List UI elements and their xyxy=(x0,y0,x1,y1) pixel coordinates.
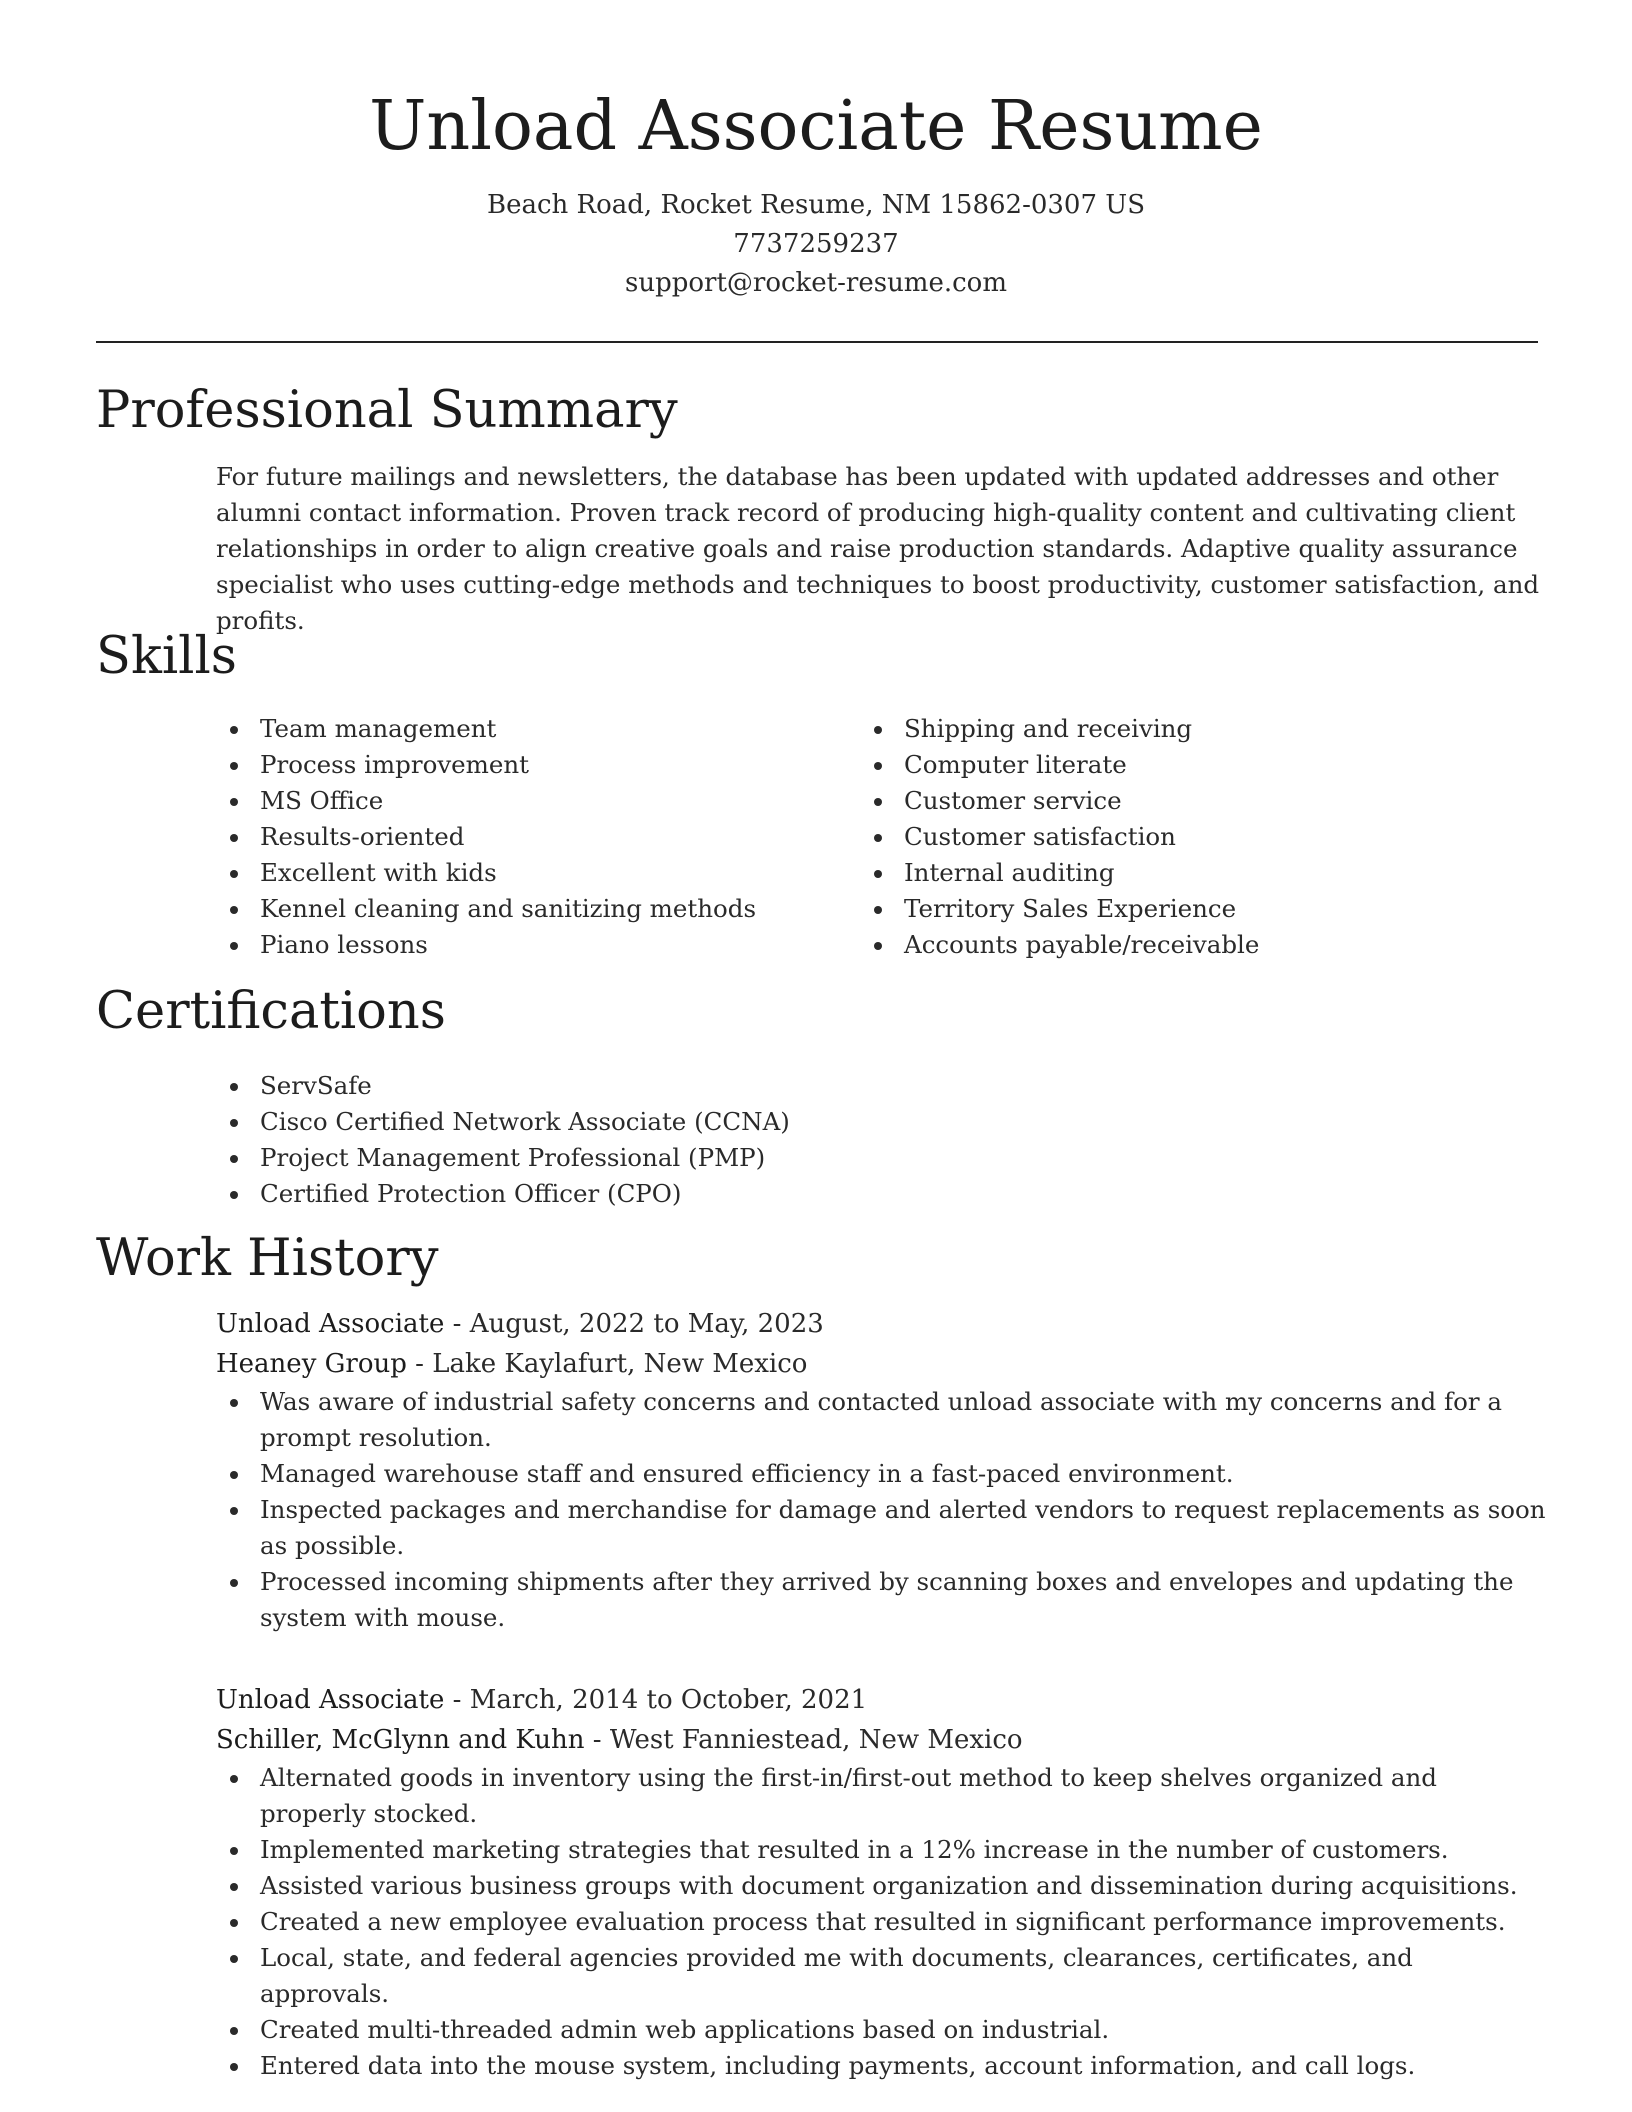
bullet-dot-icon xyxy=(874,942,882,950)
skill-item xyxy=(216,783,836,819)
bullet-dot-icon xyxy=(230,870,238,878)
bullet-dot-icon xyxy=(874,798,882,806)
job-entry xyxy=(216,1680,1546,2084)
skill-item xyxy=(216,747,836,783)
job-bullet-text: Assisted various business groups with document organization and dissemination during acquisitions. xyxy=(260,1871,1518,1900)
skill-item xyxy=(216,819,836,855)
job-dates: August, 2022 to May, 2023 xyxy=(469,1309,824,1339)
bullet-dot-icon xyxy=(230,1579,238,1587)
contact-phone: 7737259237 xyxy=(733,229,899,259)
job-separator: - xyxy=(452,1685,470,1715)
job-title: Unload Associate xyxy=(216,1309,445,1339)
bullet-dot-icon xyxy=(230,1775,238,1783)
bullet-dot-icon xyxy=(230,1847,238,1855)
job-location: West Fanniestead, New Mexico xyxy=(609,1725,1023,1755)
skill-item-text: Piano lessons xyxy=(260,930,428,959)
skill-item xyxy=(860,747,1480,783)
job-bullet-text: Entered data into the mouse system, including payments, account information, and call logs. xyxy=(260,2051,1416,2080)
job-bullet xyxy=(216,1564,1546,1636)
skill-item-text: Shipping and receiving xyxy=(904,714,1193,743)
job-bullet-list xyxy=(216,1384,1546,1636)
bullet-dot-icon xyxy=(874,870,882,878)
bullet-dot-icon xyxy=(230,942,238,950)
contact-block xyxy=(0,186,1632,303)
skill-item-text: Kennel cleaning and sanitizing methods xyxy=(260,894,757,923)
skills-list-right xyxy=(860,711,1480,963)
certifications-list xyxy=(216,1068,1216,1212)
contact-email: support@rocket-resume.com xyxy=(624,268,1007,298)
job-bullet-text: Processed incoming shipments after they arrived by scanning boxes and envelopes and updating the system with mouse. xyxy=(260,1567,1514,1632)
skill-item-text: Computer literate xyxy=(904,750,1127,779)
job-bullet-text: Local, state, and federal agencies provided me with documents, clearances, certificates, and approvals. xyxy=(260,1943,1413,2008)
certification-item xyxy=(216,1176,1216,1212)
job-company-line xyxy=(216,1720,1546,1760)
job-company: Heaney Group xyxy=(216,1349,407,1379)
job-bullet xyxy=(216,2048,1546,2084)
job-bullet xyxy=(216,1868,1546,1904)
skill-item-text: Results-oriented xyxy=(260,822,465,851)
job-company-line xyxy=(216,1344,1546,1384)
certification-item-text: ServSafe xyxy=(260,1071,372,1100)
job-bullet-text: Alternated goods in inventory using the first-in/first-out method to keep shelves organized and properly stocked. xyxy=(260,1763,1437,1828)
skill-item-text: Team management xyxy=(260,714,497,743)
certifications-heading: Certifications xyxy=(96,982,446,1041)
bullet-dot-icon xyxy=(230,2027,238,2035)
job-bullet xyxy=(216,1760,1546,1832)
skill-item-text: MS Office xyxy=(260,786,384,815)
job-bullet xyxy=(216,1492,1546,1564)
certification-item-text: Certified Protection Officer (CPO) xyxy=(260,1179,682,1208)
certification-item-text: Cisco Certified Network Associate (CCNA) xyxy=(260,1107,790,1136)
job-bullet-text: Created a new employee evaluation process that resulted in significant performance improvements. xyxy=(260,1907,1506,1936)
certification-item xyxy=(216,1140,1216,1176)
skill-item-text: Territory Sales Experience xyxy=(904,894,1237,923)
certification-item xyxy=(216,1068,1216,1104)
bullet-dot-icon xyxy=(230,2063,238,2071)
bullet-dot-icon xyxy=(874,906,882,914)
job-bullet-text: Inspected packages and merchandise for damage and alerted vendors to request replacements as soon as possible. xyxy=(260,1495,1546,1560)
job-bullet-text: Created multi-threaded admin web applications based on industrial. xyxy=(260,2015,1110,2044)
skill-item xyxy=(216,891,836,927)
bullet-dot-icon xyxy=(230,1399,238,1407)
skill-item xyxy=(216,711,836,747)
job-company: Schiller, McGlynn and Kuhn xyxy=(216,1725,585,1755)
job-separator: - xyxy=(415,1349,433,1379)
bullet-dot-icon xyxy=(230,1919,238,1927)
bullet-dot-icon xyxy=(230,762,238,770)
contact-address: Beach Road, Rocket Resume, NM 15862-0307 US xyxy=(486,190,1146,220)
bullet-dot-icon xyxy=(230,1119,238,1127)
job-title-line xyxy=(216,1304,1546,1344)
bullet-dot-icon xyxy=(230,798,238,806)
bullet-dot-icon xyxy=(230,1471,238,1479)
skill-item-text: Internal auditing xyxy=(904,858,1115,887)
certification-item xyxy=(216,1104,1216,1140)
skill-item xyxy=(216,855,836,891)
job-bullet-text: Implemented marketing strategies that resulted in a 12% increase in the number of customers. xyxy=(260,1835,1449,1864)
skill-item-text: Accounts payable/receivable xyxy=(904,930,1260,959)
job-bullet xyxy=(216,1384,1546,1456)
summary-heading: Professional Summary xyxy=(96,381,678,440)
skill-item-text: Process improvement xyxy=(260,750,530,779)
job-bullet-text: Managed warehouse staff and ensured efficiency in a fast-paced environment. xyxy=(260,1459,1234,1488)
job-title-line xyxy=(216,1680,1546,1720)
certifications-block xyxy=(216,1068,1216,1212)
job-bullet xyxy=(216,2012,1546,2048)
skills-list-left xyxy=(216,711,836,963)
header-divider xyxy=(96,341,1538,343)
job-bullet xyxy=(216,1832,1546,1868)
job-location: Lake Kaylafurt, New Mexico xyxy=(432,1349,808,1379)
bullet-dot-icon xyxy=(230,834,238,842)
skills-column-left xyxy=(216,711,836,963)
skill-item xyxy=(216,927,836,963)
skill-item xyxy=(860,783,1480,819)
bullet-dot-icon xyxy=(230,726,238,734)
bullet-dot-icon xyxy=(874,762,882,770)
bullet-dot-icon xyxy=(230,1883,238,1891)
bullet-dot-icon xyxy=(230,1083,238,1091)
skill-item-text: Excellent with kids xyxy=(260,858,497,887)
job-bullet xyxy=(216,1940,1546,2012)
job-bullet xyxy=(216,1904,1546,1940)
bullet-dot-icon xyxy=(230,1955,238,1963)
resume-name: Unload Associate Resume xyxy=(369,87,1263,166)
job-separator: - xyxy=(452,1309,470,1339)
bullet-dot-icon xyxy=(874,726,882,734)
skill-item xyxy=(860,819,1480,855)
bullet-dot-icon xyxy=(230,1191,238,1199)
certification-item-text: Project Management Professional (PMP) xyxy=(260,1143,766,1172)
job-bullet xyxy=(216,1456,1546,1492)
job-title: Unload Associate xyxy=(216,1685,445,1715)
skill-item xyxy=(860,927,1480,963)
job-bullet-list xyxy=(216,1760,1546,2084)
bullet-dot-icon xyxy=(230,1155,238,1163)
job-entry xyxy=(216,1304,1546,1636)
bullet-dot-icon xyxy=(230,1507,238,1515)
bullet-dot-icon xyxy=(874,834,882,842)
job-dates: March, 2014 to October, 2021 xyxy=(469,1685,868,1715)
skill-item-text: Customer satisfaction xyxy=(904,822,1176,851)
skills-column-right xyxy=(860,711,1480,963)
skill-item-text: Customer service xyxy=(904,786,1122,815)
work-history-heading: Work History xyxy=(96,1229,439,1288)
skill-item xyxy=(860,855,1480,891)
job-separator: - xyxy=(592,1725,610,1755)
skills-heading: Skills xyxy=(96,627,237,686)
skill-item xyxy=(860,891,1480,927)
job-bullet-text: Was aware of industrial safety concerns and contacted unload associate with my concerns and for a prompt resolution. xyxy=(260,1387,1502,1452)
bullet-dot-icon xyxy=(230,906,238,914)
resume-header xyxy=(0,82,1632,303)
skill-item xyxy=(860,711,1480,747)
summary-text: For future mailings and newsletters, the database has been updated with updated addresses and other alumni contact information. Proven track record of producing high-quality content and cultivating client relationships in order to align creative goals and raise production standards. Adaptive quality assurance specialist who uses cutting-edge methods and techniques to boost productivity, customer satisfaction, and profits. xyxy=(216,462,1540,635)
